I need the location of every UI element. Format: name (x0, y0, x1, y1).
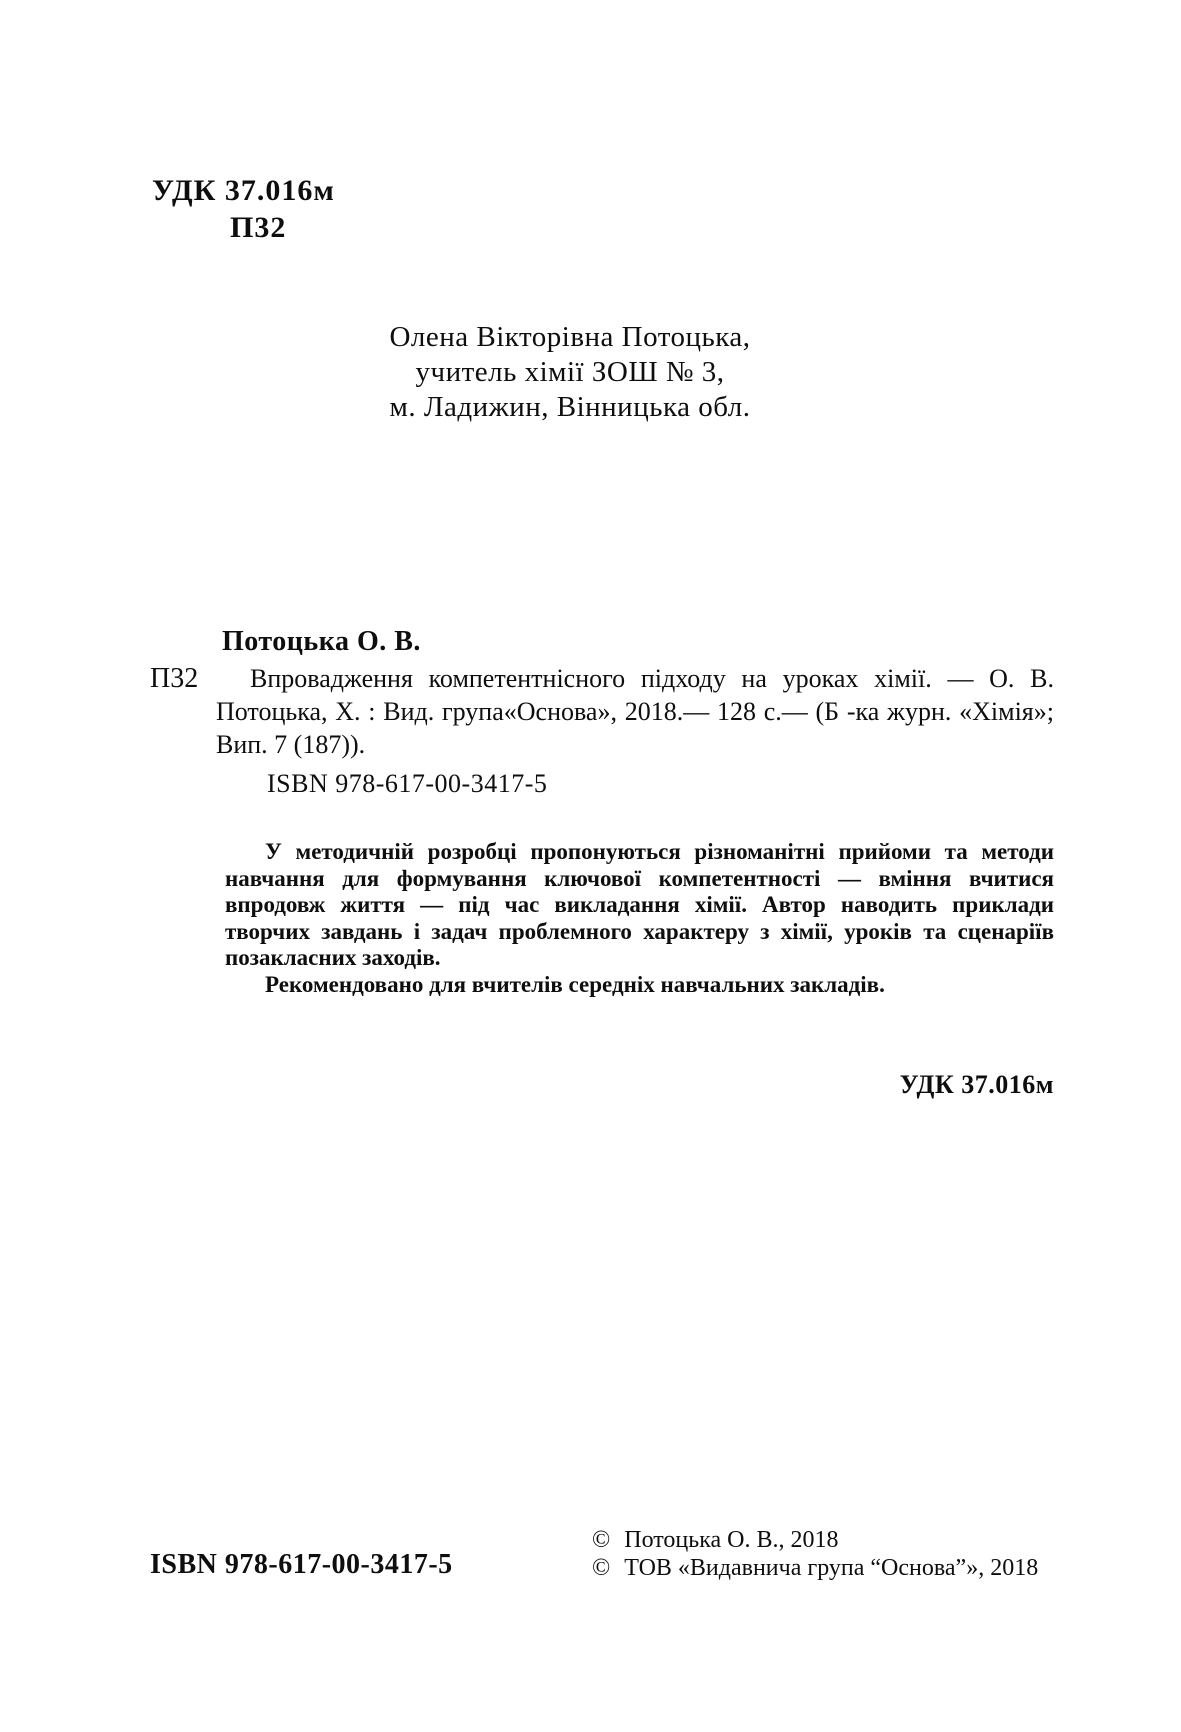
copyright-symbol: © (592, 1555, 611, 1581)
catalog-card-isbn: ISBN 978-617-00-3417-5 (267, 769, 548, 798)
annotation-recommendation: Рекомендовано для вчителів середніх навчальних закладів. (265, 971, 885, 997)
copyright-holder-author: Потоцька О. В., 2018 (624, 1527, 839, 1553)
copyright-holder-publisher: ТОВ «Видавнича група “Основа”», 2018 (624, 1555, 1039, 1581)
copyright-row-author (592, 1527, 1038, 1553)
author-position: учитель хімії ЗОШ № 3, (415, 356, 725, 388)
author-sign-index: П32 (230, 211, 287, 244)
copyright-symbol: © (592, 1527, 611, 1553)
catalog-card-index: П32 (150, 663, 199, 694)
author-location: м. Ладижин, Вінницька обл. (389, 391, 751, 423)
author-block (160, 320, 980, 425)
udc-number: УДК 37.016м (152, 174, 335, 207)
annotation-summary: У методичній розробці пропонуються різноманітні прийоми та методи навчання для формування ключової компетентності — вміння вчитися впродовж життя — під час викладання хімії. Автор наводить приклади творчих завдань і задач проблемного характеру з хімії, уроків та сценаріїв позакласних заходів. (225, 839, 1054, 970)
udc-right-aligned: УДК 37.016м (899, 1070, 1054, 1099)
author-name: Олена Вікторівна Потоцька, (389, 321, 751, 353)
catalog-card-author: Потоцька О. В. (222, 626, 421, 657)
copyright-block (592, 1527, 1038, 1583)
annotation-block (225, 839, 1054, 998)
copyright-row-publisher (592, 1555, 1038, 1581)
catalog-card-description: Впровадження компетентнісного підходу на уроках хімії. — О. В. Потоцька, Х. : Вид. група«Основа», 2018.— 128 с.— (Б -ка журн. «Хімія»; Вип. 7 (187)). (216, 664, 1054, 759)
catalog-card-entry (150, 662, 1055, 761)
udc-block (152, 172, 335, 246)
footer-isbn: ISBN 978-617-00-3417-5 (150, 1549, 453, 1580)
